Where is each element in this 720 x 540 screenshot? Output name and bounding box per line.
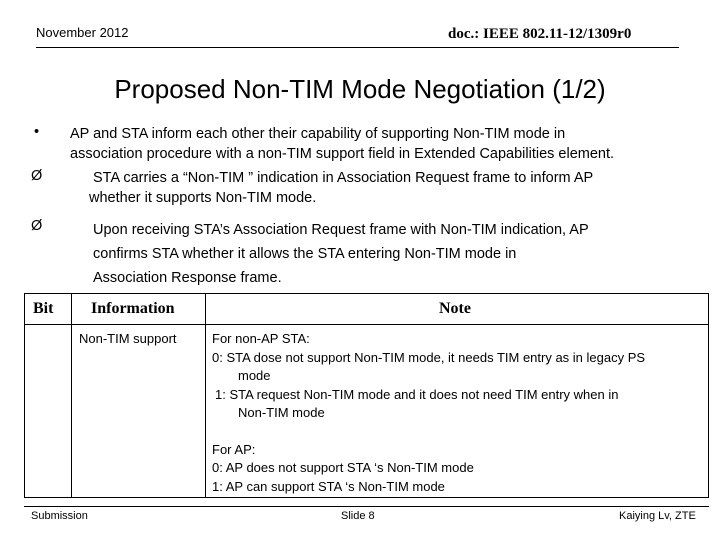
footer-author: Kaiying Lv, ZTE	[619, 510, 696, 522]
note-non-ap-1-line2: Non-TIM mode	[238, 405, 325, 420]
table-header-divider	[25, 324, 708, 325]
table-cell-note	[212, 330, 645, 496]
slide-title: Proposed Non-TIM Mode Negotiation (1/2)	[114, 74, 606, 104]
main-bullet-line2: association procedure with a non-TIM support field in Extended Capabilities element.	[70, 146, 615, 162]
note-non-ap-1-line1: 1: STA request Non-TIM mode and it does not need TIM entry when in	[215, 386, 619, 402]
sub-bullet-2-text	[93, 218, 589, 290]
sub-bullet-arrow-icon: Ø	[31, 168, 43, 184]
header-date: November 2012	[36, 25, 129, 40]
sub-bullet-1-text	[89, 168, 594, 208]
sub-bullet-2-line2: confirms STA whether it allows the STA entering Non-TIM mode in	[93, 246, 517, 262]
sub-bullet-1-line1: STA carries a “Non-TIM ” indication in Association Request frame to inform AP	[93, 170, 594, 186]
note-non-ap-0-line2: mode	[238, 368, 271, 383]
table-header-information: Information	[91, 300, 175, 317]
sub-bullet-2-line1: Upon receiving STA’s Association Request frame with Non-TIM indication, AP	[93, 222, 589, 238]
header-rule	[36, 47, 679, 48]
sub-bullet-arrow-icon: Ø	[31, 218, 43, 234]
bullet-marker: •	[34, 124, 40, 140]
footer-submission: Submission	[31, 510, 88, 522]
table-header-bit: Bit	[33, 300, 54, 317]
main-bullet-line1: AP and STA inform each other their capability of supporting Non-TIM mode in	[70, 126, 566, 142]
footer-slide-number: Slide 8	[341, 510, 375, 522]
note-non-ap-heading: For non-AP STA:	[212, 331, 310, 346]
table-cell-information: Non-TIM support	[79, 331, 177, 346]
header-doc-id: doc.: IEEE 802.11-12/1309r0	[448, 26, 632, 42]
note-ap-0: 0: AP does not support STA ‘s Non-TIM mode	[212, 460, 474, 475]
sub-bullet-1-line2: whether it supports Non-TIM mode.	[89, 190, 317, 206]
note-non-ap-0-line1: 0: STA dose not support Non-TIM mode, it needs TIM entry as in legacy PS	[212, 349, 646, 365]
main-bullet-text	[70, 124, 614, 164]
capability-table	[24, 293, 709, 498]
note-ap-1: 1: AP can support STA ‘s Non-TIM mode	[212, 478, 445, 494]
sub-bullet-2-line3: Association Response frame.	[93, 270, 282, 286]
note-ap-heading: For AP:	[212, 441, 256, 457]
table-header-note: Note	[439, 300, 471, 317]
footer-rule	[24, 506, 709, 507]
